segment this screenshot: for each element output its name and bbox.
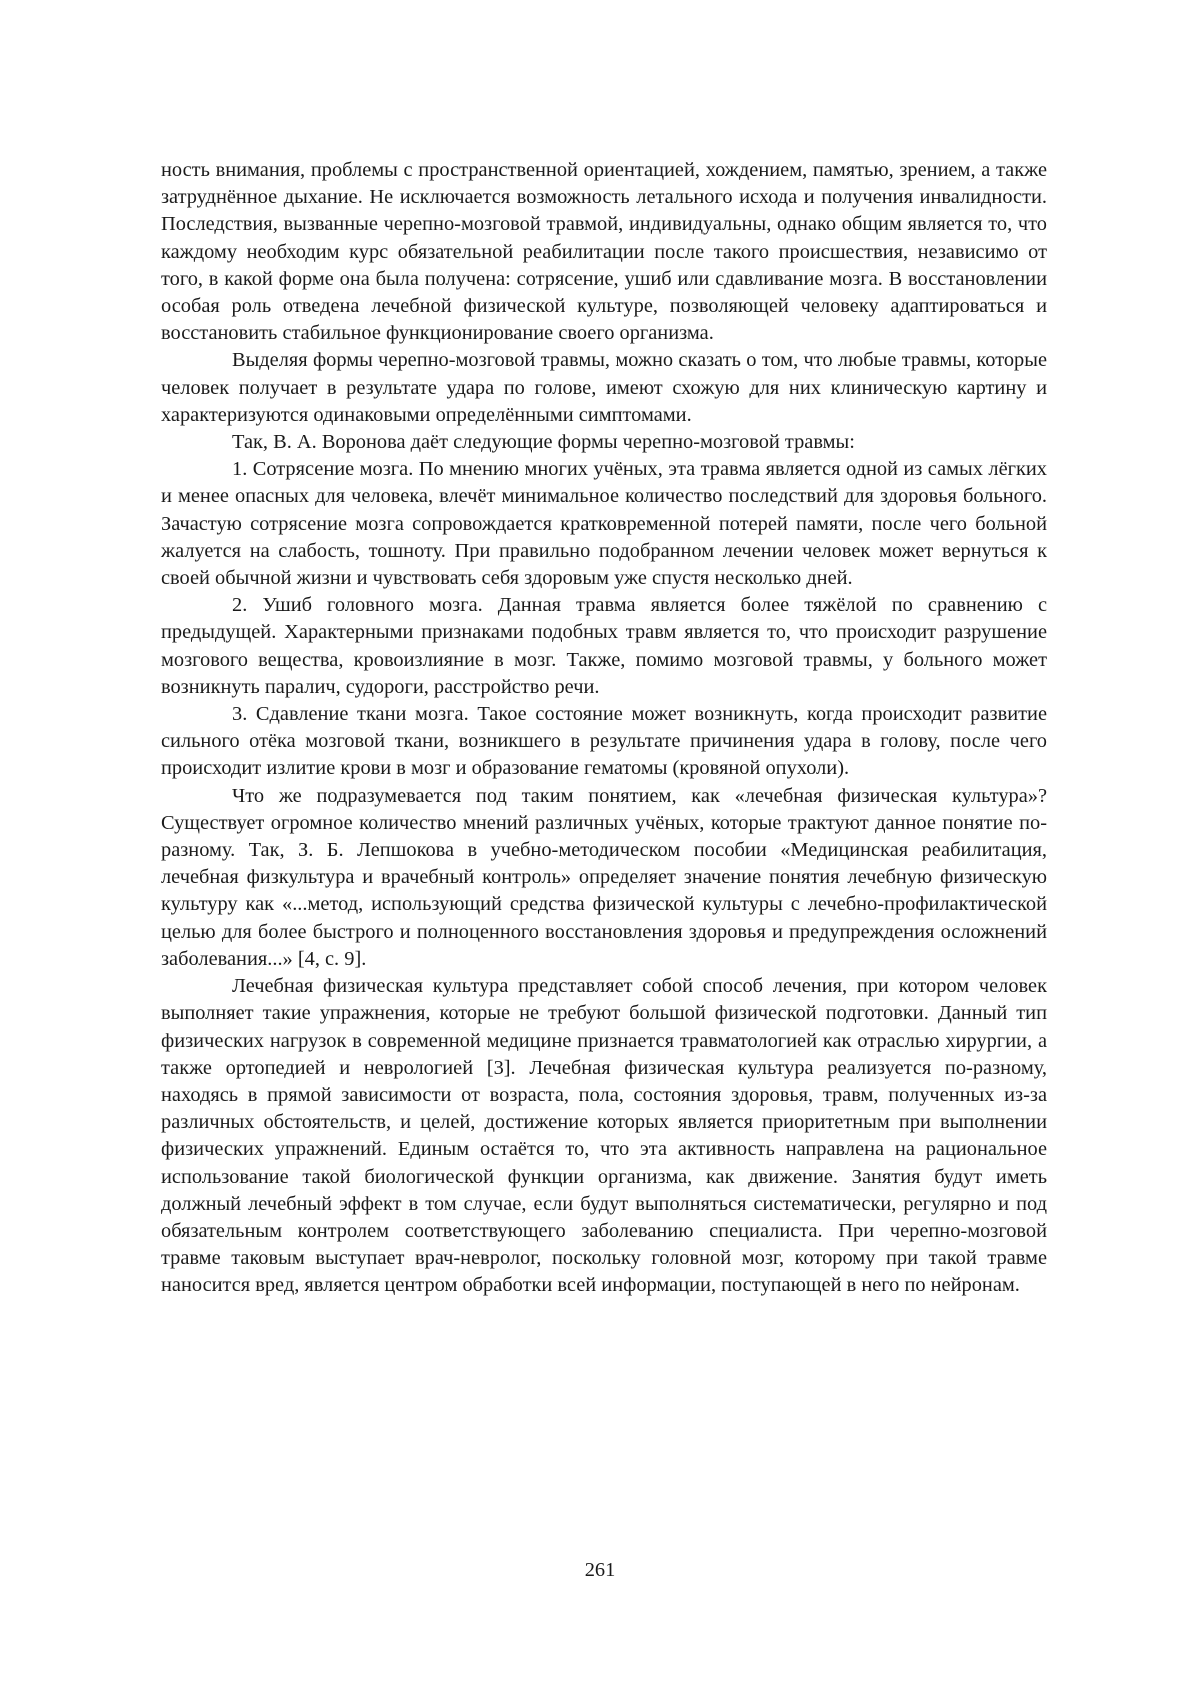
paragraph-2: Выделяя формы черепно-мозговой травмы, можно сказать о том, что любые травмы, которые человек получает в результате удара по голове, имеют схожую для них клиническую картину и характеризуются одинаковыми определёнными симптомами. [161, 349, 1047, 426]
paragraph-3: Так, В. А. Воронова даёт следующие формы черепно-мозговой травмы: [232, 431, 855, 454]
paragraph-7: Что же подразумевается под таким понятием, как «лечебная физическая культура»? Существует огромное количество мнений различных учёных, которые трактуют данное понятие по-разному. Так, З. Б. Лепшокова в учебно-методическом пособии «Медицинская реабилитация, лечебная физкультура и врачебный контроль» определяет значение понятия лечебную физическую культуру как «...метод, использующий средства физической культуры с лечебно-профилактической целью для более быстрого и полноценного восстановления здоровья и предупреждения осложнений заболевания...» [4, с. 9]. [161, 784, 1047, 970]
paragraph-8: Лечебная физическая культура представляет собой способ лечения, при котором человек выполняет такие упражнения, которые не требуют большой физической подготовки. Данный тип физических нагрузок в современной медицине признается травматологией как отраслью хирургии, а также ортопедией и неврологией [3]. Лечебная физическая культура реализуется по-разному, находясь в прямой зависимости от возраста, пола, состояния здоровья, травм, полученных из-за различных обстоятельств, и целей, достижение которых является приоритетным при выполнении физических упражнений. Единым остаётся то, что эта активность направлена на рациональное использование такой биологической функции организма, как движение. Занятия будут иметь должный лечебный эффект в том случае, если будут выполняться систематически, регулярно и под обязательным контролем соответствующего заболеванию специалиста. При черепно-мозговой травме таковым выступает врач-невролог, поскольку головной мозг, которому при такой травме наносится вред, является центром обработки всей информации, поступающей в него по нейронам. [161, 975, 1047, 1297]
paragraph-1: ность внимания, проблемы с пространственной ориентацией, хождением, памятью, зрением, а также затруднённое дыхание. Не исключается возможность летального исхода и получения инвалидности. Последствия, вызванные черепно-мозговой травмой, индивидуальны, однако общим является то, что каждому необходим курс обязательной реабилитации после такого происшествия, независимо от того, в какой форме она была получена: сотрясение, ушиб или сдавливание мозга. В восстановлении особая роль отведена лечебной физической культуре, позволяющей человеку адаптироваться и восстановить стабильное функционирование своего организма. [161, 159, 1047, 345]
page-number: 261 [584, 1559, 616, 1581]
paragraph-6: 3. Сдавление ткани мозга. Такое состояние может возникнуть, когда происходит развитие сильного отёка мозговой ткани, возникшего в результате причинения удара в голову, после чего происходит излитие крови в мозг и образование гематомы (кровяной опухоли). [161, 703, 1047, 780]
paragraph-4: 1. Сотрясение мозга. По мнению многих учёных, эта травма является одной из самых лёгких и менее опасных для человека, влечёт минимальное количество последствий для здоровья больного. Зачастую сотрясение мозга сопровождается кратковременной потерей памяти, после чего больной жалуется на слабость, тошноту. При правильно подобранном лечении человек может вернуться к своей обычной жизни и чувствовать себя здоровым уже спустя несколько дней. [161, 458, 1047, 590]
paragraph-5: 2. Ушиб головного мозга. Данная травма является более тяжёлой по сравнению с предыдущей. Характерными признаками подобных травм является то, что происходит разрушение мозгового вещества, кровоизлияние в мозг. Также, помимо мозговой травмы, у больного может возникнуть паралич, судороги, расстройство речи. [161, 594, 1047, 698]
page-body [161, 157, 1047, 1300]
